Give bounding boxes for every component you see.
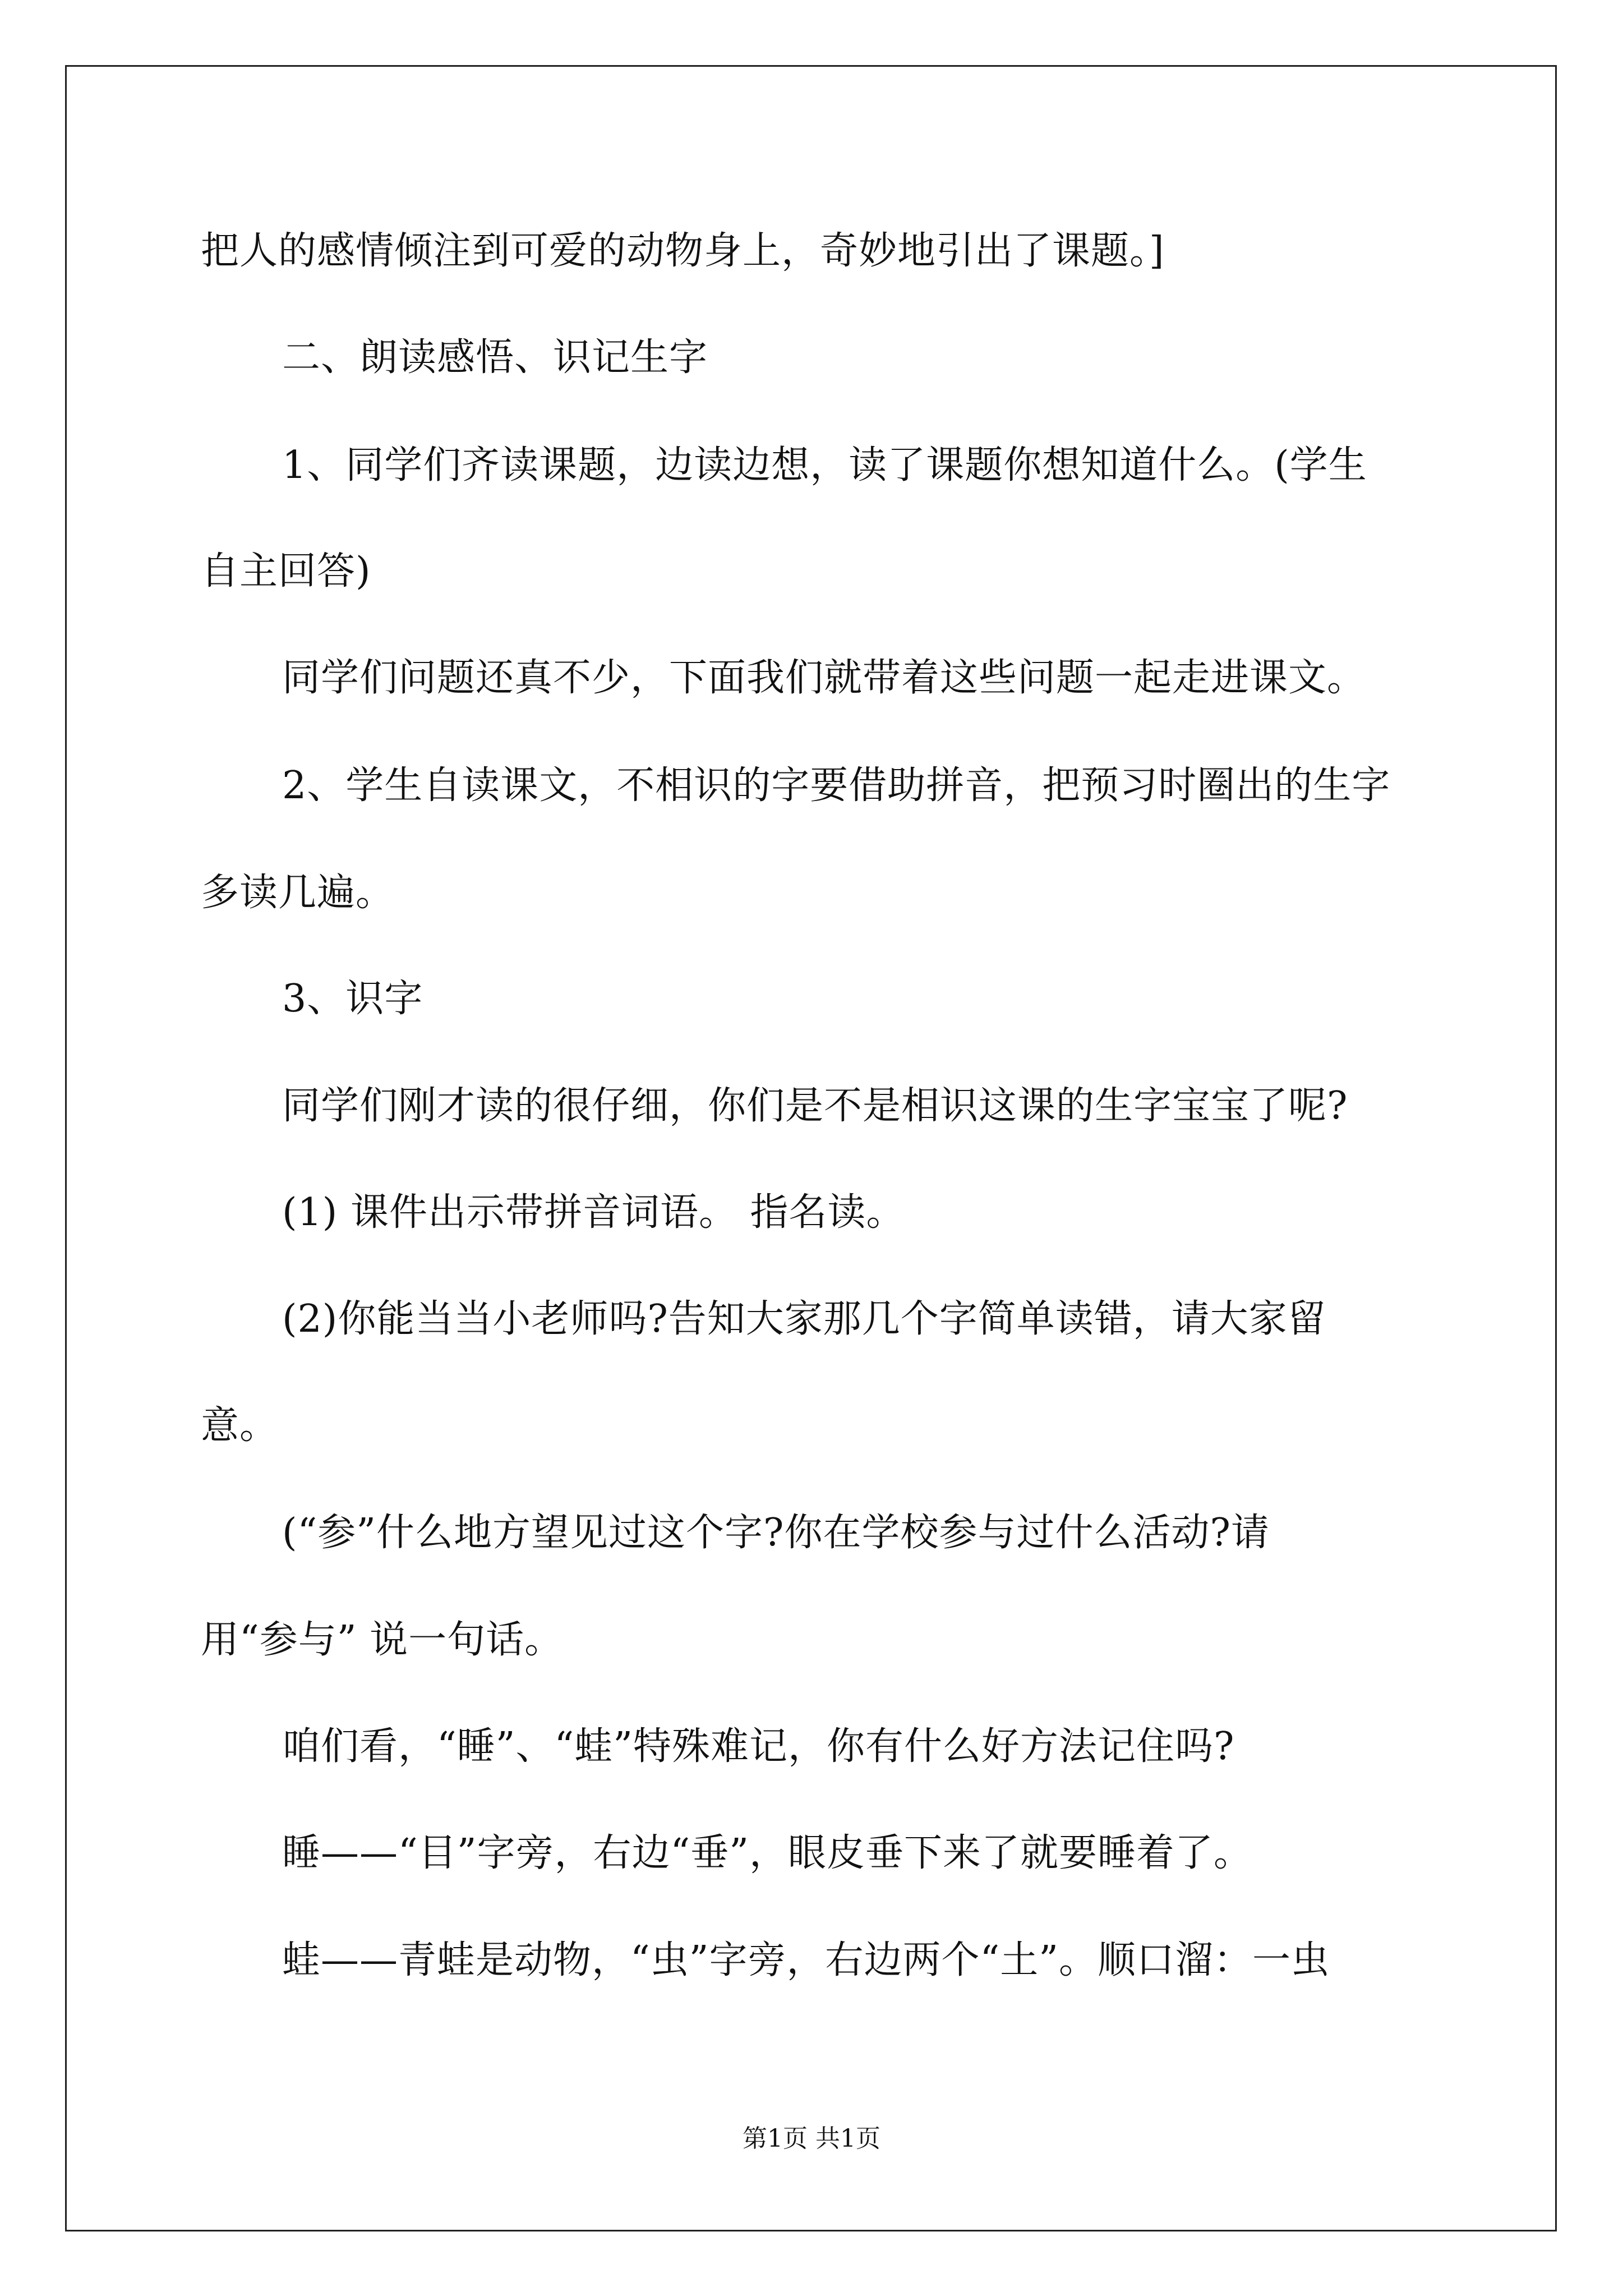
text-line-11: (2)你能当当小老师吗?告知大家那几个字简单读错，请大家留	[282, 1297, 1326, 1341]
subheading-shizi: 3、识字	[282, 977, 423, 1021]
text-line-14: 用“参与” 说一句话。	[201, 1618, 564, 1662]
text-line-12: 意。	[201, 1404, 279, 1448]
page-border	[65, 65, 1557, 2231]
page-footer: 第1页 共1页	[743, 2124, 880, 2153]
text-line-15: 咱们看，“睡”、“蛙”特殊难记，你有什么好方法记住吗?	[282, 1724, 1235, 1769]
text-line-7: 多读几遍。	[201, 871, 395, 915]
text-line-6: 2、学生自读课文，不相识的字要借助拼音，把预习时圈出的生字	[282, 763, 1391, 808]
text-line-17: 蛙——青蛙是动物，“虫”字旁，右边两个“土”。顺口溜：一虫	[282, 1938, 1330, 1982]
text-line-3: 1、同学们齐读课题，边读边想，读了课题你想知道什么。(学生	[282, 443, 1367, 487]
text-line-1: 把人的感情倾注到可爱的动物身上，奇妙地引出了课题。]	[201, 229, 1165, 273]
text-line-9: 同学们刚才读的很仔细，你们是不是相识这课的生字宝宝了呢?	[282, 1084, 1348, 1128]
text-line-10: (1) 课件出示带拼音词语。 指名读。	[282, 1190, 905, 1235]
text-line-16: 睡——“目”字旁，右边“垂”，眼皮垂下来了就要睡着了。	[282, 1831, 1253, 1875]
text-line-13: (“参”什么地方望见过这个字?你在学校参与过什么活动?请	[282, 1511, 1270, 1555]
text-line-5: 同学们问题还真不少，下面我们就带着这些问题一起走进课文。	[282, 656, 1366, 700]
text-line-4: 自主回答)	[201, 549, 371, 593]
section-heading: 二、朗读感悟、识记生字	[282, 335, 708, 380]
